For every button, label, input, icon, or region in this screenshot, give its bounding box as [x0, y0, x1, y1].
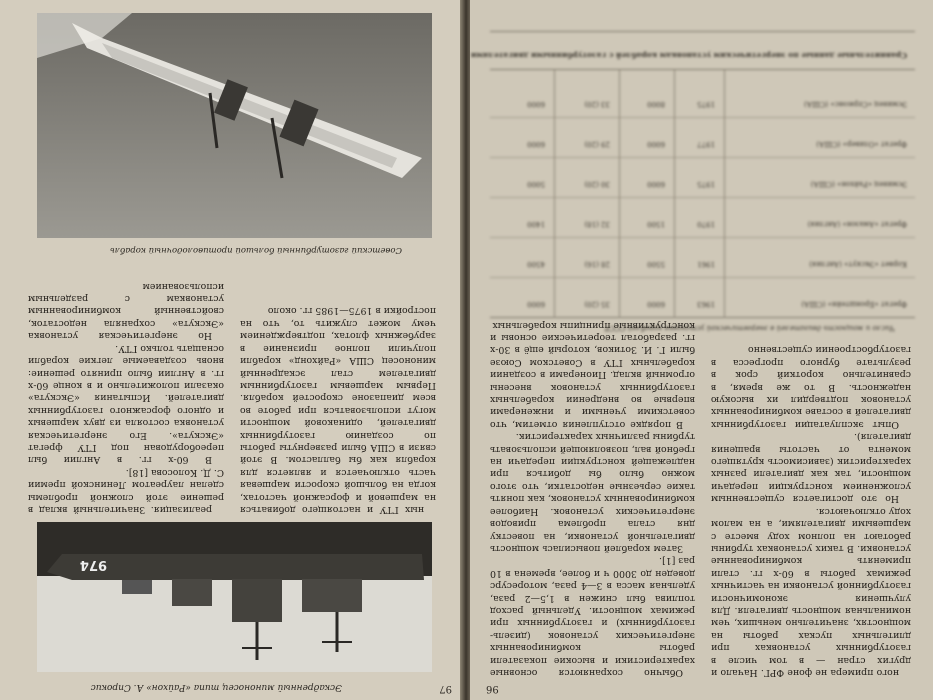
right-page — [470, 0, 933, 700]
paragraph: ного примера не фоне ФРГ. Начало и других стран — в том числе в газотурбинных установках при длительных пусках работы на мощностях, значительно меньших, чем номинальная мощность двигателя. Для улучшения экономичности газотурбинной установки на частичных режимах работы в 60-х гг. стали применять комбинированные установки. В таких установках турбины работают на полном ходу вместе с маршевыми двигателями, а на малом ходу отключаются. — [711, 505, 911, 678]
hull-number: 974 — [79, 557, 107, 572]
paragraph: Обычно сохраняются основные характеристики и высокие показатели работы комбинированных энергетических установок (дизель-газотурбинных) и газотурбинных при режимах мощности. Удельный расход топлива был снижен в 1,5—2 раза, удельная масса в 3—4 раза, моторесурс доведен до 3000 ч и более, времена в 10 раз [1]. — [490, 555, 695, 678]
left-page — [0, 0, 462, 700]
photo-caption: Советский газотурбинный большой противолодочный корабль — [110, 245, 402, 255]
table-header: Сравнительные данные по энергетическим установкам кораблей с газотурбинными двигателями — [470, 51, 907, 60]
left-text-column-a — [240, 265, 436, 515]
photo-destroyer — [37, 522, 432, 672]
paragraph: Затем кораблей повысилась мощность двигательной установки, на повестку дня стала проблема приводов энергетических установок. Наиболее комбинированных установок, как понять такие серьезные недостатки, что этого можно было бы добиться при надлежащей конструкции передачи на гребной вал, позволяющей использовать турбины различных характеристик. — [490, 431, 695, 554]
page-number: 97 — [439, 683, 452, 694]
right-text-column-b — [490, 319, 695, 678]
right-text-column-a — [711, 343, 911, 678]
paragraph: В 60-х гг. в Англии был переоборудован под ГТУ фрегат «Экскута». Его энергетическая установка состояла из двух маршевых и одного форсажного газотурбинных двигателей. Испытания «Экскута» оказали положительно и в конце 60-х гг. в Англии было принято решение: вновь создаваемые легкие корабли оснащать только ГТУ. — [28, 342, 224, 466]
paragraph: Но это достигается существенным усложнением конструкции передачи мощности, так как двигатели разных характеристик (зависимость крутящего момента от частоты вращения двигателя). — [711, 431, 911, 505]
data-table: Число и мощность двигателей в энергетической установке кораблей СССР Фрегат «Бронштейн» (США) 1963 6000 35 (20) 6000 Корвет «Экскут» (Англия) 1961 5500 28 (16) 4500 Фрегат «Амазон» (Англия) 1970 1500 32 (18) 1400 Эсминец «Райхон» (США) 1975 6000 30 (20) 5000 Фрегат «Оливер» (США) 1977 6000 29 (20) 6000 Эсминец «Спрюэнс» (США) 1975 8000 33 (20) 6000 Сравнительные данные по энергетическим установкам кораблей с газотурбинными двигателями — [490, 12, 915, 332]
table-footnote: Число и мощность двигателей в энергетической установке кораблей СССР — [604, 324, 895, 332]
paragraph: В порядке отступления отметим, что советскими учеными и инженерами впервые во внедрении корабельных газотурбинных установок внесены огромный вклад. Пионерами в создании корабельных ГТУ в Советском Союзе были Г. И. Зотиков, который ещё в 30-х гг. разработал теоретические основы и конструктивные принципы корабельных — [490, 319, 695, 430]
running-head: Эскадренный миноносец типа «Райхон» А. Спрокис — [90, 682, 342, 692]
left-page-content — [0, 0, 462, 700]
paragraph: реализация. Значительный вклад в решение этой сложной проблемы сделан лауреатом Ленинской премии С. Д. Колосова [18]. — [28, 466, 224, 515]
page-number: 96 — [486, 683, 499, 694]
right-page-content — [470, 0, 933, 700]
paragraph: Но энергетическая установка «Экскута» сохраняла недостаток, свойственный комбинированным установкам с раздельным использованием — [28, 280, 224, 342]
photo-aerial-ship — [37, 13, 432, 238]
paragraph: Опыт эксплуатации газотурбинных двигателей в составе комбинированных установок подтвердил их высокую надежность. В то же время, в сравнительно короткий срок в результате бурного прогресса в газотурбостроении существенно — [711, 344, 911, 430]
paragraph: ных ГТУ и настоящего добиваться на маршевой и форсажной частотах, когда на большой скорости маршевая часть отключается и является для корабля как бы балластом. В этой связи в США были развернуты работы по созданию газотурбинных двигателей, одинаковой мощности могут использоваться при работе во всем диапазоне скоростей корабля. Первым маршевым газотурбинным двигателем стал эскадренный миноносец США «Райхонд» корабли получили полное признание в зарубежных флотах, подтверждением чему может служить то, что на постройки в 1975—1985 гг. около — [240, 305, 436, 515]
left-text-column-b — [28, 265, 224, 515]
